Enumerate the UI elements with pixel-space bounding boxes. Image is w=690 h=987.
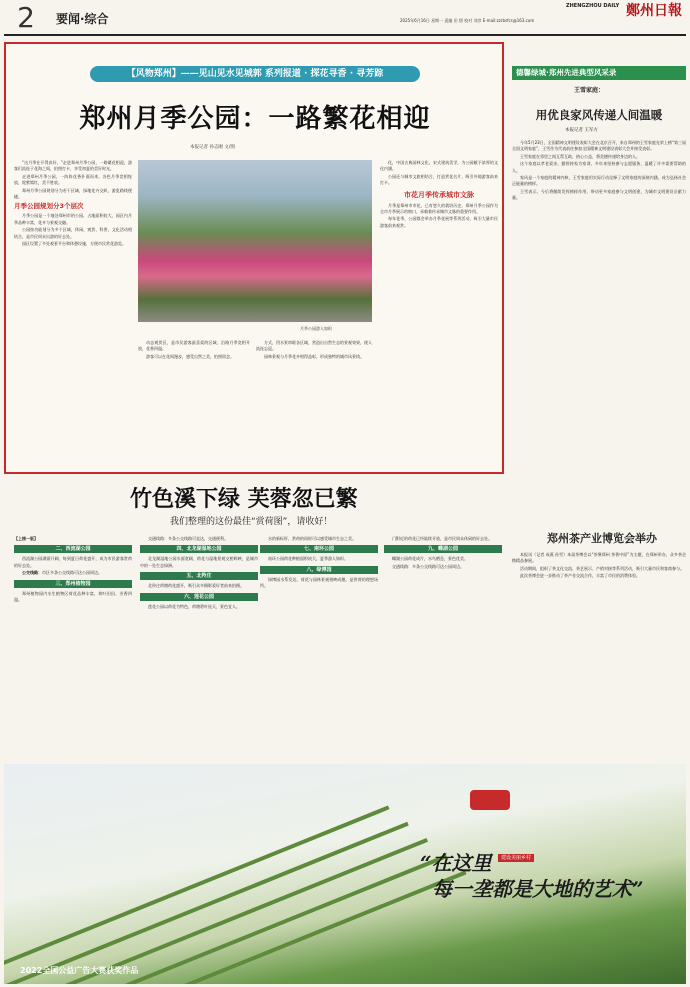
profile-subject: 王雪家庭： [574,87,605,94]
lead-title: 郑州月季公园：一路繁花相迎 [79,104,431,134]
crop-row [4,822,409,984]
paper-logo: 鄭州日報 [626,3,682,19]
ad-slogan-line-2: 每一垄都是大地的艺术” [432,877,644,901]
lead-paragraph: 化，中国古典园林文化、宋式建筑美学，为公园赋予浓厚的文化内涵。 [380,160,498,172]
lotus-column-4 [384,536,502,571]
profile-byline: 本报记者 王军方 [565,128,598,133]
lotus-column-3 [260,536,378,591]
lotus-paragraph: 蝶湖公园荷花成片，水鸟栖息，景色优美。 [392,556,468,562]
crop-row [4,805,389,966]
page-number: 2 [17,1,35,34]
photo-caption: 月季公园游人如织 [300,326,332,331]
lead-column-3 [256,340,372,361]
lead-paragraph: 月季是郑州市市花，已有悠久的栽培历史。郑州月季公园作为全市月季展示的窗口，承载着传承城市文脉的重要作用。 [380,202,498,215]
lead-paragraph: 园林景观与月季花卉相得益彰，形成独特的城市风景线。 [264,353,364,359]
lotus-paragraph: 绿博园水系发达，荷花与园林景观相映成趣，是赏荷的理想场所。 [260,576,378,589]
lotus-paragraph: 西流湖公园湖面开阔，每到夏日荷花盛开，成为市民游客赏荷的好去处。 [14,556,132,568]
lead-paragraph: 月季公园是一个地处郑州市的公园，占地面积较大，园区内月季品种丰富，花卉与景观交融。 [14,213,132,225]
lotus-column-1 [14,536,132,604]
lead-paragraph: 园区设置了多处观景平台和休憩设施，方便市民赏花游览。 [22,241,126,247]
lead-paragraph: 游客可以在花间漫步，感受自然之美，拍照留念。 [146,353,234,359]
section-title: 要闻·综合 [56,12,109,26]
tractor-illustration [470,790,510,810]
lead-paragraph: 走进郑州月季公园，一阵阵花香扑面而来，各色月季竞相绽放，姹紫嫣红，美不胜收。 [14,173,132,186]
bus-info: 市区多条公交线路可达公园周边。 [42,570,102,576]
profile-paragraph: 今年5月23日，全国精神文明建设表彰大会在北京召开，来自郑州的王雪家庭光荣上榜“第三届全国文明家庭”，王雪作为代表前往参加全国精神文明建设表彰大会并接受表彰。 [512,140,686,152]
tea-expo-body [512,552,686,581]
tea-expo-paragraph: 活动期间，组织了茶文化交流、茶艺展示、产销对接等系列活动，吸引大量市民和客商参与。 [520,565,684,571]
lotus-paragraph: 北龙湖湿地公园水面宽阔，荷花与湿地景观交相辉映，是城市中的一处生态绿洲。 [140,556,258,568]
profile-paragraph: 家风是一个家庭的精神内核，王雪家庭用实际行动诠释了文明家庭的深刻内涵，成为弘扬社会正能量的榜样。 [512,175,686,187]
lotus-paragraph: 南环公园荷花种植面积较大，夏季游人如织。 [268,556,348,562]
lead-paragraph: 每年花季，公园都会举办月季花展等系列活动，吸引大量市民游客前来观赏。 [380,216,498,228]
lead-byline: 本报记者 孙志刚 文/图 [190,145,235,150]
lotus-paragraph: 郑州植物园内水生植物区荷花品种丰富，荷叶田田，芳香四溢。 [14,590,132,603]
lead-column-1 [14,160,132,248]
lotus-section-heading: 三、郑州植物园 [14,580,132,588]
lotus-paragraph: 莲花公园以荷花为特色，荷塘碧叶连天，景色宜人。 [148,603,240,609]
column-header-model-profiles: 德馨绿城·郑州先进典型风采录 [512,66,686,80]
profile-paragraph: 王雪表示，今后将继续发挥榜样作用，带动更多家庭参与文明创建，为城市文明建设贡献力量。 [512,188,686,201]
tea-expo-paragraph: 本报讯（记者 成燕 孙雪）本届茶博会以“茶聚郑州 茶香中原”为主题，在郑州举办，众多茶企携精品参展。 [512,552,686,564]
header-meta: 2025年6月16日 星期一 责编 田 甜 校对 刘彦 E-mail:zzrbsfcs@163.com [400,18,535,23]
lotus-column-2 [140,536,258,611]
lead-column-4 [380,160,498,230]
lotus-paragraph: 门附近的荷花已经陆续开放，是市民周末休闲的好去处。 [392,536,492,541]
lead-kicker: 【风物郑州】——见山见水见城郭 系列报道 · 探花寻香 · 寻芳踪 [90,66,420,82]
lead-subheading-1: 月季公园规划分3个层次 [14,202,84,211]
lotus-section-heading: 四、北龙湖湿地公园 [140,545,258,553]
ad-slogan-line-1: “在这里 [420,851,492,875]
lotus-section-heading: 七、南环公园 [260,545,378,553]
lead-column-2 [138,340,250,361]
lead-paragraph: “这月季在开得真好，”走进郑州月季公园，一路繁花相迎，游客们流连于花海之间，拍照打卡，享受初夏的美好时光。 [14,160,132,172]
ad-tag: 建设美丽乡村 [498,854,534,862]
profile-paragraph: 王雪家庭在邻里之间互帮互助，热心公益，将美德传递给身边的人。 [520,153,640,159]
lotus-section-heading: 八、绿博园 [260,566,378,574]
lotus-section-heading: 二、西流湖公园 [14,545,132,553]
lotus-section-heading: 六、莲花公园 [140,593,258,601]
ad-award-note: 2022全国公益广告大赛获奖作品 [20,966,139,975]
profile-paragraph: 这个家庭以孝老爱亲、勤俭持家为家训，多年来坚持参与志愿服务，温暖了许多需要帮助的人。 [512,161,686,173]
lotus-paragraph: 交通线路：多条公交线路可达公园周边。 [392,563,464,569]
lotus-paragraph: 水的新标杆，赏荷的同时可以感受城市生态之美。 [268,536,356,541]
paper-name: ZHENGZHOU DAILY [566,3,620,9]
rose-garden-photo [138,160,372,322]
lotus-article-title: 竹色溪下绿 芙蓉忽已繁 [130,486,358,512]
tea-expo-title: 郑州茶产业博览会举办 [547,532,657,545]
header-divider [4,34,686,36]
lotus-section-heading: 五、北羚庄 [140,572,258,580]
lotus-paragraph: 交通线路：多条公交线路可直达，交通便利。 [148,536,228,541]
continuation-note: 【上接一版】 [14,536,38,541]
tea-expo-paragraph: 此次茶博会进一步推动了茶产业交流合作，丰富了市民的消费体验。 [520,573,640,579]
lead-paragraph: 公园按功能划分为多个区域，休闲、观赏、科普、文化活动相结合，是市民周末出游的好去处。 [14,227,132,239]
lead-paragraph: 郑州月季公园规划分为若干区域，绿地花卉交织，游览路线便捷。 [14,187,132,200]
lotus-article-subtitle: 我们整理的这份最佳“赏荷图”，请收好！ [170,517,333,527]
profile-title: 用优良家风传递人间温暖 [535,108,663,122]
profile-body [512,140,686,203]
lotus-section-heading: 九、蝶湖公园 [384,545,502,553]
lead-paragraph: 动态观赏区，是市民游客最喜爱的区域，沿路月季竞相开放，花香四溢。 [138,340,250,352]
lead-subheading-2: 市花月季传承城市文脉 [404,190,474,199]
bus-label: 公交线路： [22,570,42,576]
lotus-paragraph: 北羚庄荷塘荷花盛开，吸引众多摄影爱好者前来拍摄。 [148,583,244,589]
lead-paragraph: 公园还与城市文旅相结合，打造赏花名片，吸引外地游客前来打卡。 [380,173,498,186]
public-service-ad [4,764,686,984]
lead-paragraph: 方式，用水景串联各区域，营造出自然生态的景观效果，使人流连忘返。 [256,340,372,352]
